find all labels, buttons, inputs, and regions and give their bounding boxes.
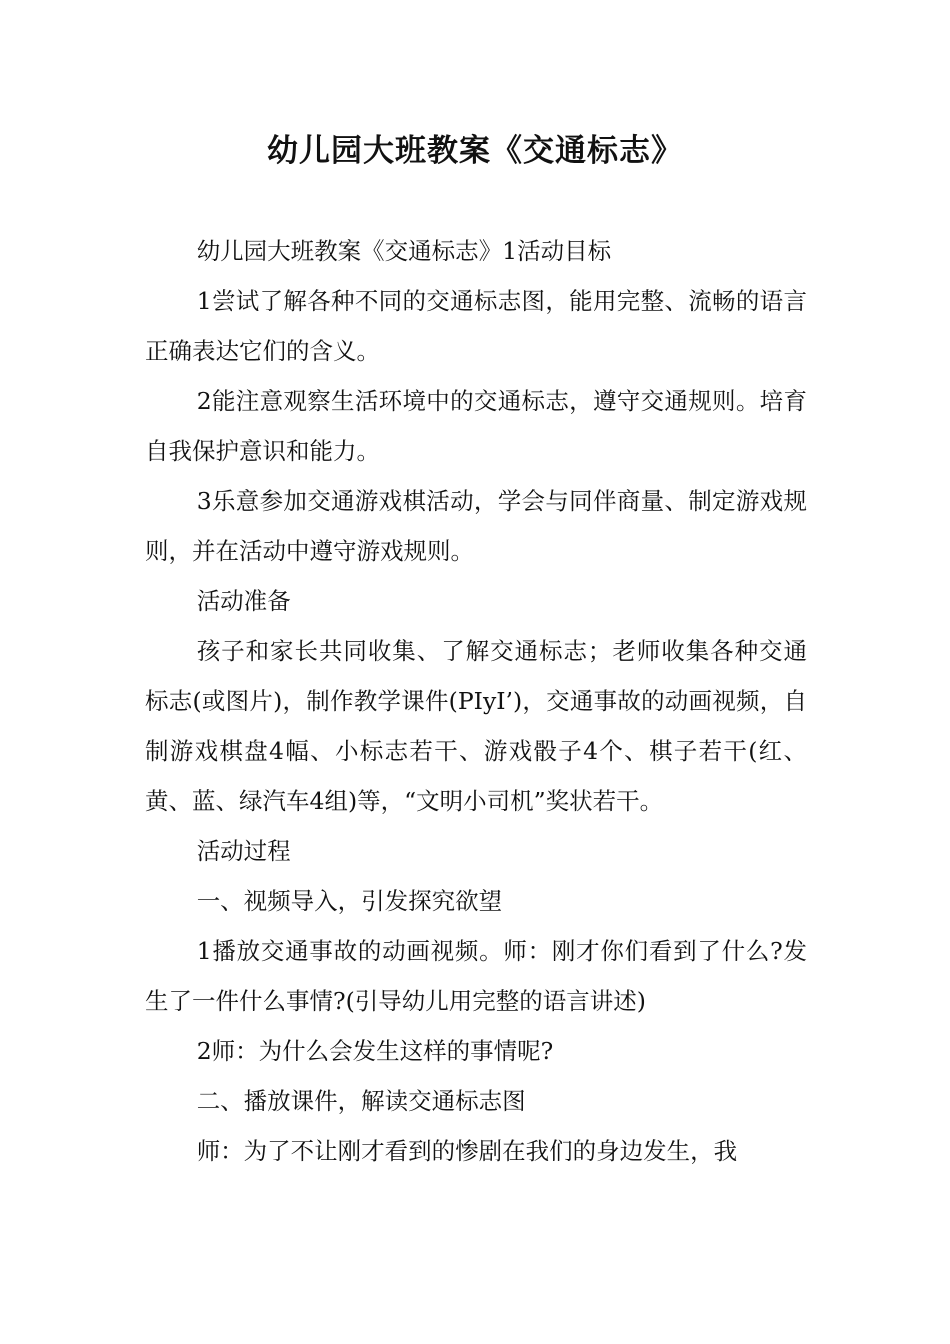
paragraph-process-heading: 活动过程: [196, 837, 291, 865]
document-title: 幼儿园大班教案《交通标志》: [267, 133, 683, 169]
paragraph-goal-1: 1尝试了解各种不同的交通标志图，能用完整、流畅的语言正确表达它们的含义。: [145, 287, 807, 365]
paragraph-step-2-heading: 二、播放课件，解读交通标志图: [196, 1087, 526, 1115]
paragraph-preparation: 孩子和家长共同收集、了解交通标志；老师收集各种交通标志(或图片)，制作教学课件(PIyI’)，交通事故的动画视频，自制游戏棋盘4幅、小标志若干、游戏骰子4个、棋子若干(红、黄、蓝、绿汽车4组)等，“文明小司机”奖状若干。: [145, 637, 807, 815]
document-body: [145, 226, 807, 1176]
paragraph-goal-3: 3乐意参加交通游戏棋活动，学会与同伴商量、制定游戏规则，并在活动中遵守游戏规则。: [145, 487, 807, 565]
paragraph-preparation-heading: 活动准备: [196, 587, 291, 615]
paragraph-step-1-2: 2师：为什么会发生这样的事情呢?: [196, 1037, 554, 1065]
paragraph-goal-2: 2能注意观察生活环境中的交通标志，遵守交通规则。培育自我保护意识和能力。: [145, 387, 807, 465]
paragraph-step-2-text: 师：为了不让刚才看到的惨剧在我们的身边发生，我: [196, 1137, 738, 1165]
paragraph-intro-heading: 幼儿园大班教案《交通标志》1活动目标: [196, 237, 612, 265]
paragraph-step-1-heading: 一、视频导入，引发探究欲望: [196, 887, 503, 915]
paragraph-step-1-1: 1播放交通事故的动画视频。师：刚才你们看到了什么?发生了一件什么事情?(引导幼儿用完整的语言讲述): [145, 937, 807, 1015]
